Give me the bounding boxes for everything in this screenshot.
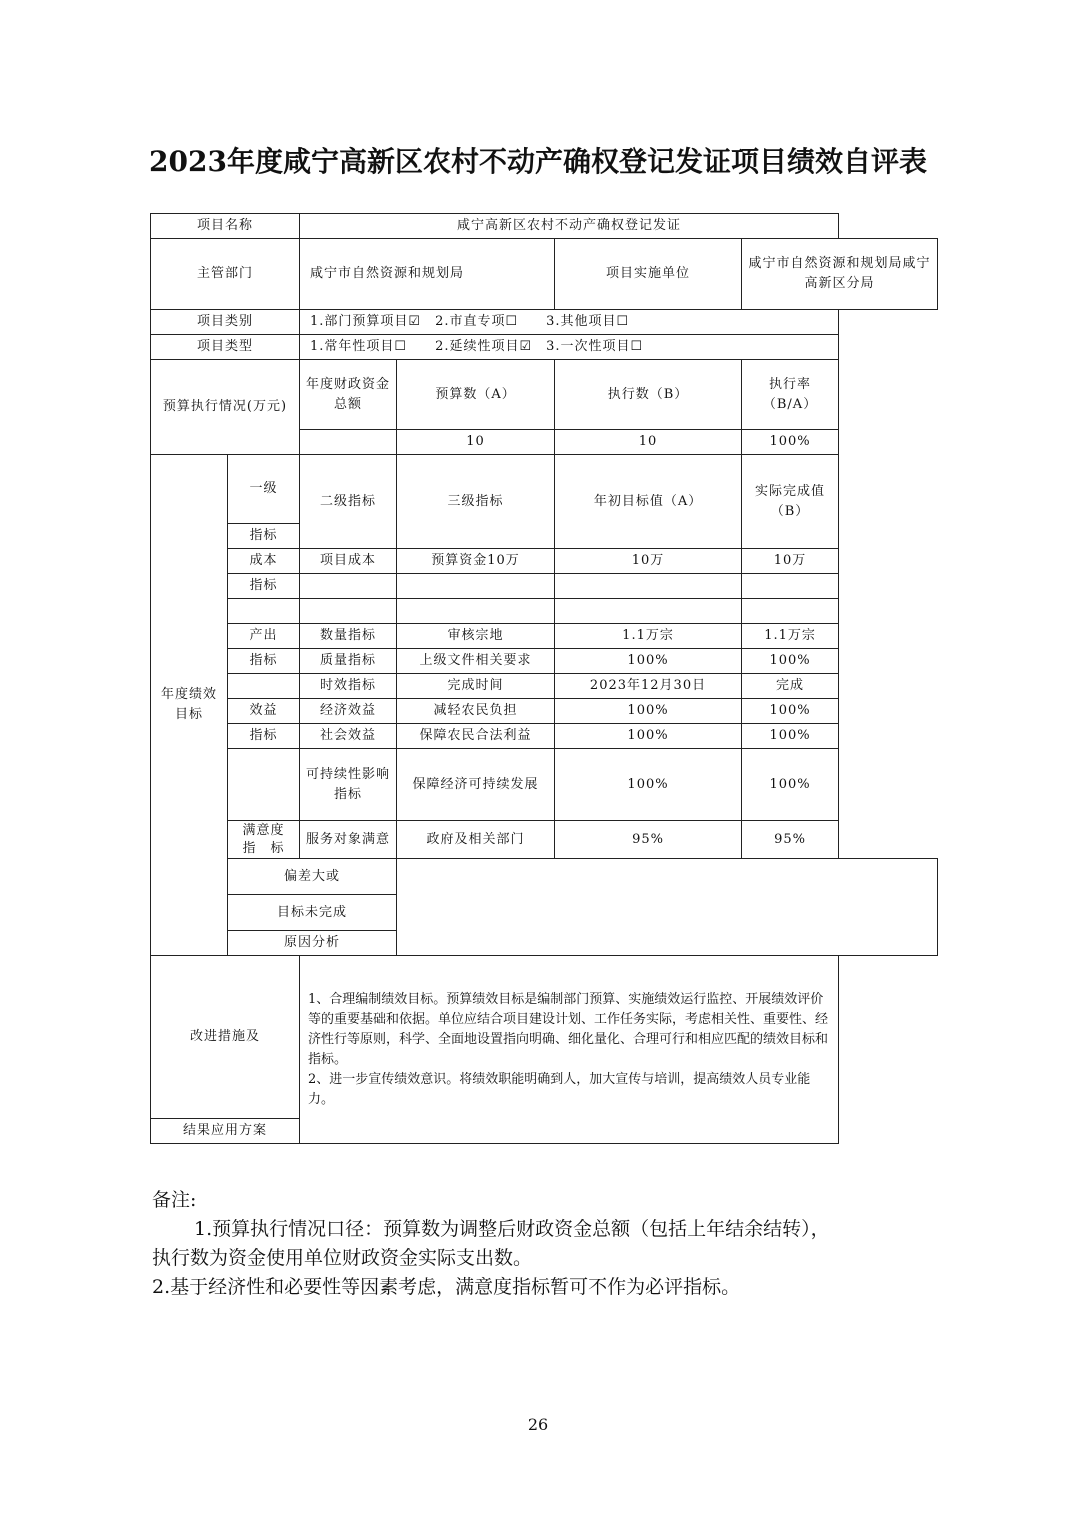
type-label: 项目类型	[151, 335, 300, 360]
budget-a-label: 预算数（A）	[397, 360, 555, 430]
cost-actual: 10万	[742, 549, 839, 574]
output-l3: 审核宗地	[397, 624, 555, 649]
budget-a-value: 10	[397, 430, 555, 455]
category-label: 项目类别	[151, 310, 300, 335]
benefit-actual: 100%	[742, 724, 839, 749]
deviation-label-2: 目标未完成	[228, 895, 397, 931]
empty-cell	[555, 574, 742, 599]
budget-total-label: 年度财政资金总额	[300, 360, 397, 430]
self-evaluation-table	[150, 213, 938, 1144]
deviation-value	[397, 859, 938, 956]
output-target: 100%	[555, 649, 742, 674]
budget-rate-label: 执行率（B/A）	[742, 360, 839, 430]
satisfaction-l3: 政府及相关部门	[397, 821, 555, 859]
level1-label-2: 指标	[228, 524, 300, 549]
deviation-label-3: 原因分析	[228, 931, 397, 956]
category-value: 1.部门预算项目☑ 2.市直专项☐ 3.其他项目☐	[300, 310, 839, 335]
output-target: 1.1万宗	[555, 624, 742, 649]
benefit-l2: 可持续性影响指标	[300, 749, 397, 821]
cost-label-2: 指标	[228, 574, 300, 599]
level1-label: 一级	[228, 455, 300, 524]
dept-value: 咸宁市自然资源和规划局	[300, 239, 555, 310]
note-1b: 执行数为资金使用单位财政资金实际支出数。	[152, 1247, 533, 1269]
output-l3: 完成时间	[397, 674, 555, 699]
cost-l2: 项目成本	[300, 549, 397, 574]
result-label: 结果应用方案	[151, 1119, 300, 1144]
target-label: 年初目标值（A）	[555, 455, 742, 549]
improve-paragraph-1: 1、合理编制绩效目标。预算绩效目标是编制部门预算、实施绩效运行监控、开展绩效评价等的重要基础和依据。单位应结合项目建设计划、工作任务实际，考虑相关性、重要性、经济性行等原则，科学、全面地设置指向明确、细化量化、合理可行和相应匹配的绩效目标和指标。	[308, 991, 829, 1067]
impl-unit-value: 咸宁市自然资源和规划局咸宁高新区分局	[742, 239, 938, 310]
notes-heading: 备注:	[152, 1189, 197, 1211]
page-title: 2023年度咸宁高新区农村不动产确权登记发证项目绩效自评表	[149, 145, 927, 178]
empty-cell	[300, 599, 397, 624]
empty-cell	[397, 574, 555, 599]
empty-cell	[742, 574, 839, 599]
satisfaction-l2: 服务对象满意	[300, 821, 397, 859]
empty-cell	[397, 599, 555, 624]
output-actual: 1.1万宗	[742, 624, 839, 649]
empty-cell	[742, 599, 839, 624]
benefit-target: 100%	[555, 699, 742, 724]
benefit-l3: 保障农民合法利益	[397, 724, 555, 749]
satisfaction-actual: 95%	[742, 821, 839, 859]
empty-cell	[228, 674, 300, 699]
benefit-l3: 减轻农民负担	[397, 699, 555, 724]
project-name-value: 咸宁高新区农村不动产确权登记发证	[300, 214, 839, 239]
output-l2: 数量指标	[300, 624, 397, 649]
output-l3: 上级文件相关要求	[397, 649, 555, 674]
improve-label: 改进措施及	[151, 956, 300, 1119]
benefit-label-2: 指标	[228, 724, 300, 749]
improve-paragraph-2: 2、进一步宣传绩效意识。将绩效职能明确到人，加大宣传与培训，提高绩效人员专业能力。	[308, 1071, 811, 1107]
satisfaction-label	[228, 821, 300, 859]
benefit-target: 100%	[555, 749, 742, 821]
output-l2: 质量指标	[300, 649, 397, 674]
output-label-2: 指标	[228, 649, 300, 674]
level3-label: 三级指标	[397, 455, 555, 549]
output-target: 2023年12月30日	[555, 674, 742, 699]
satisfaction-target: 95%	[555, 821, 742, 859]
level2-label: 二级指标	[300, 455, 397, 549]
budget-rate-value: 100%	[742, 430, 839, 455]
empty-cell	[228, 749, 300, 821]
budget-b-value: 10	[555, 430, 742, 455]
empty-cell	[300, 574, 397, 599]
improve-text	[300, 956, 839, 1144]
budget-b-label: 执行数（B）	[555, 360, 742, 430]
benefit-actual: 100%	[742, 699, 839, 724]
benefit-l2: 经济效益	[300, 699, 397, 724]
benefit-target: 100%	[555, 724, 742, 749]
output-actual: 完成	[742, 674, 839, 699]
benefit-actual: 100%	[742, 749, 839, 821]
empty-cell	[228, 599, 300, 624]
benefit-l2: 社会效益	[300, 724, 397, 749]
output-actual: 100%	[742, 649, 839, 674]
note-2: 2.基于经济性和必要性等因素考虑，满意度指标暂可不作为必评指标。	[152, 1276, 741, 1298]
deviation-label-1: 偏差大或	[228, 859, 397, 895]
budget-total-value	[300, 430, 397, 455]
goal-label: 年度绩效目标	[151, 455, 228, 956]
benefit-label: 效益	[228, 699, 300, 724]
impl-unit-label: 项目实施单位	[555, 239, 742, 310]
satisfaction-label-line1: 满意度	[242, 822, 285, 838]
output-l2: 时效指标	[300, 674, 397, 699]
cost-l3: 预算资金10万	[397, 549, 555, 574]
budget-label: 预算执行情况(万元)	[151, 360, 300, 455]
empty-cell	[555, 599, 742, 624]
actual-label: 实际完成值（B）	[742, 455, 839, 549]
benefit-l3: 保障经济可持续发展	[397, 749, 555, 821]
note-1a: 1.预算执行情况口径：预算数为调整后财政资金总额（包括上年结余结转），	[194, 1218, 830, 1240]
page-number: 26	[527, 1415, 549, 1434]
output-label: 产出	[228, 624, 300, 649]
satisfaction-label-line2: 指 标	[242, 840, 285, 856]
project-name-label: 项目名称	[151, 214, 300, 239]
cost-label: 成本	[228, 549, 300, 574]
dept-label: 主管部门	[151, 239, 300, 310]
notes	[152, 1186, 942, 1302]
cost-target: 10万	[555, 549, 742, 574]
type-value: 1.常年性项目☐ 2.延续性项目☑ 3.一次性项目☐	[300, 335, 839, 360]
